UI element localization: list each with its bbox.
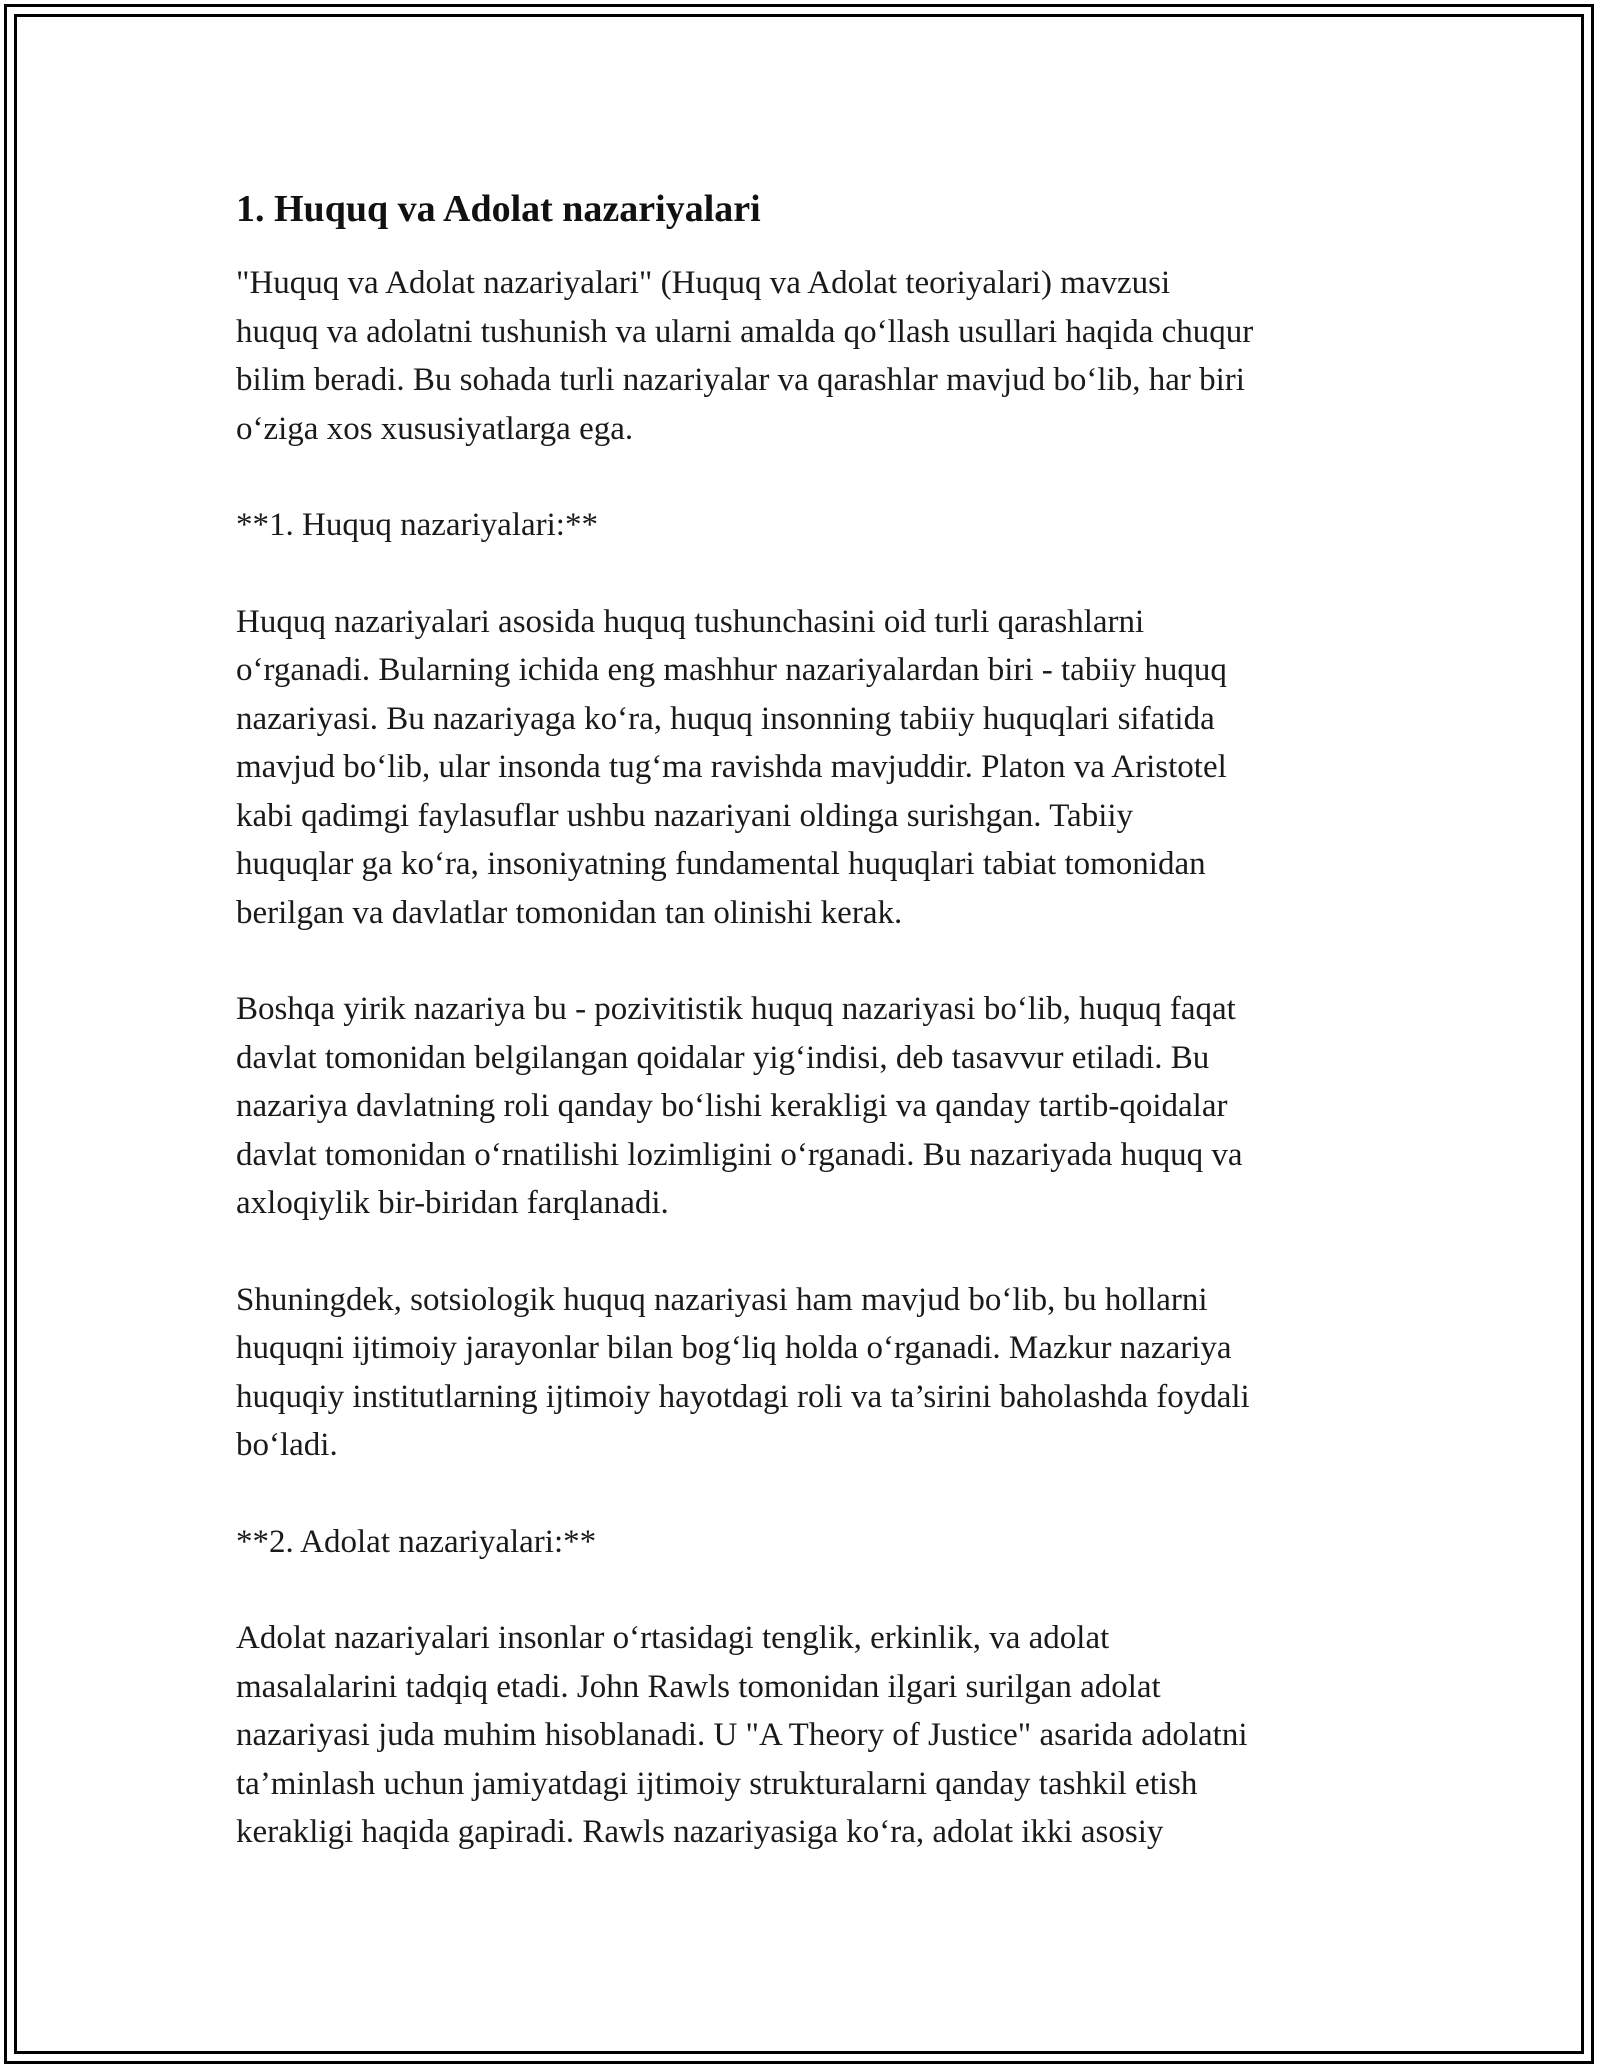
paragraph-sotsiologik-huquq: Shuningdek, sotsiologik huquq nazariyasi ham mavjud bo‘lib, bu hollarni huquqni ijtimoiy jarayonlar bilan bog‘liq holda o‘rganadi. Mazkur nazariya huquqiy institutlarning ijtimoiy hayotdagi roli va ta’sirini baholashda foydali bo‘ladi.: [236, 1281, 1250, 1463]
document-body: [236, 185, 1376, 1905]
paragraph-adolat: Adolat nazariyalari insonlar o‘rtasidagi tenglik, erkinlik, va adolat masalalarini tadqiq etadi. John Rawls tomonidan ilgari surilgan adolat nazariyasi juda muhim hisoblanadi. U "A Theory of Justice" asarida adolatni ta’minlash uchun jamiyatdagi ijtimoiy strukturalarni qanday tashkil etish kerakligi haqida gapiradi. Rawls nazariyasiga ko‘ra, adolat ikki asosiy: [236, 1620, 1248, 1850]
subheading-adolat-nazariyalari: **2. Adolat nazariyalari:**: [236, 1523, 597, 1560]
paragraph-tabiiy-huquq: Huquq nazariyalari asosida huquq tushunchasini oid turli qarashlarni o‘rganadi. Bularning ichida eng mashhur nazariyalardan biri - tabiiy huquq nazariyasi. Bu nazariyaga ko‘ra, huquq insonning tabiiy huquqlari sifatida mavjud bo‘lib, ular insonda tug‘ma ravishda mavjuddir. Platon va Aristotel kabi qadimgi faylasuflar ushbu nazariyani oldinga surishgan. Tabiiy huquqlar ga ko‘ra, insoniyatning fundamental huquqlari tabiat tomonidan berilgan va davlatlar tomonidan tan olinishi kerak.: [236, 603, 1227, 931]
section-heading: 1. Huquq va Adolat nazariyalari: [236, 188, 761, 230]
paragraph-pozitivistik-huquq: Boshqa yirik nazariya bu - pozivitistik huquq nazariyasi bo‘lib, huquq faqat davlat tomonidan belgilangan qoidalar yig‘indisi, deb tasavvur etiladi. Bu nazariya davlatning roli qanday bo‘lishi kerakligi va qanday tartib-qoidalar davlat tomonidan o‘rnatilishi lozimligini o‘rganadi. Bu nazariyada huquq va axloqiylik bir-biridan farqlanadi.: [236, 991, 1243, 1221]
intro-paragraph: "Huquq va Adolat nazariyalari" (Huquq va Adolat teoriyalari) mavzusi huquq va adolatni tushunish va ularni amalda qo‘llash usullari haqida chuqur bilim beradi. Bu sohada turli nazariyalar va qarashlar mavjud bo‘lib, har biri o‘ziga xos xususiyatlarga ega.: [236, 265, 1254, 447]
subheading-huquq-nazariyalari: **1. Huquq nazariyalari:**: [236, 507, 598, 543]
